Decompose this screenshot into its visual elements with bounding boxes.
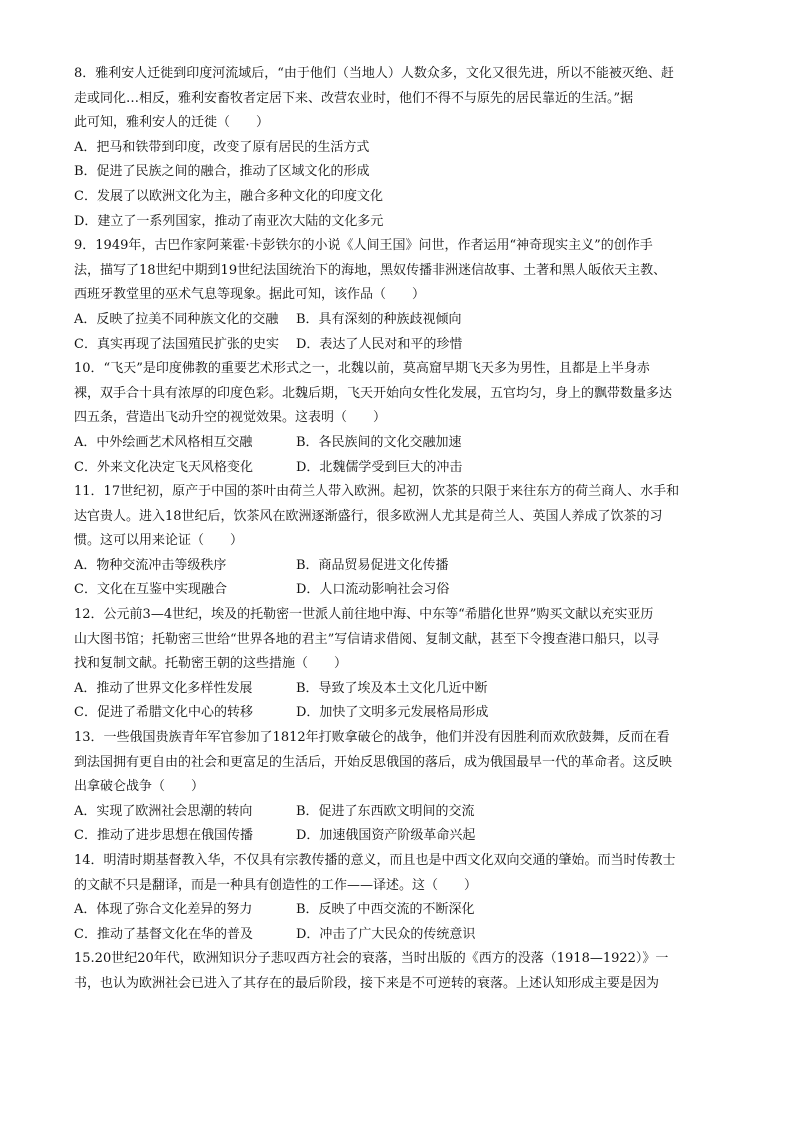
option-row	[74, 456, 722, 481]
option-row	[74, 210, 722, 235]
answer-option[interactable]: D．北魏儒学受到巨大的冲击	[296, 459, 463, 475]
question-stem-line: 书，也认为欧洲社会已进入了其存在的最后阶段，接下来是不可逆转的衰落。上述认知形成主要是因为	[74, 975, 660, 991]
answer-option[interactable]: D．表达了人民对和平的珍惜	[296, 336, 463, 352]
option-row	[74, 185, 722, 210]
answer-option[interactable]: A．把马和铁带到印度，改变了原有居民的生活方式	[74, 139, 370, 155]
option-row	[74, 898, 722, 923]
answer-option[interactable]: D．加速俄国资产阶级革命兴起	[296, 828, 476, 844]
question-stem-line: 西班牙教堂里的巫术气息等现象。据此可知，该作品（ ）	[74, 287, 426, 303]
option-row	[74, 308, 722, 333]
question-stem-line: 到法国拥有更自由的社会和更富足的生活后，开始反思俄国的落后，成为俄国最早一代的革命者。这反映	[74, 754, 673, 770]
question-block	[74, 62, 722, 234]
answer-option[interactable]: C．推动了进步思想在俄国传播	[74, 828, 253, 844]
question-stem-line: 14．明清时期基督教入华，不仅具有宗教传播的意义，而且也是中西文化双向交通的肇始。而当时传教士	[74, 853, 676, 868]
answer-option[interactable]: C．文化在互鉴中实现融合	[74, 582, 227, 598]
answer-option[interactable]: D．人口流动影响社会习俗	[296, 582, 450, 598]
option-row	[74, 431, 722, 456]
question-stem-line: 11．17世纪初，原产于中国的茶叶由荷兰人带入欧洲。起初，饮茶的只限于来往东方的荷兰商人、水手和	[74, 484, 680, 500]
answer-option[interactable]: D．建立了一系列国家，推动了南亚次大陆的文化多元	[74, 213, 384, 229]
question-stem-line: 此可知，雅利安人的迁徙（ ）	[74, 115, 270, 131]
answer-option[interactable]: C．发展了以欧洲文化为主，融合多种文化的印度文化	[74, 188, 383, 204]
option-row	[74, 136, 722, 161]
answer-option[interactable]: A．体现了弥合文化差异的努力	[74, 902, 253, 918]
question-block	[74, 726, 722, 849]
question-stem-line: 走或同化…相反，雅利安畜牧者定居下来、改营农业时，他们不得不与原先的居民靠近的生活。”据	[74, 90, 634, 106]
option-row	[74, 701, 722, 726]
option-row	[74, 333, 722, 358]
question-stem-line: 的文献不只是翻译，而是一种具有创造性的工作——译述。这（ ）	[74, 877, 478, 893]
question-stem-line: 9．1949年，古巴作家阿莱霍·卡彭铁尔的小说《人间王国》问世，作者运用“神奇现实主义”的创作手	[74, 238, 653, 254]
question-block	[74, 480, 722, 603]
answer-option[interactable]: C．促进了希腊文化中心的转移	[74, 705, 253, 721]
answer-option[interactable]: B．具有深刻的种族歧视倾向	[296, 311, 462, 327]
answer-option[interactable]: A．中外绘画艺术风格相互交融	[74, 434, 253, 450]
answer-option[interactable]: A．反映了拉美不同种族文化的交融	[74, 311, 279, 327]
question-block	[74, 849, 722, 947]
question-stem-line: 13．一些俄国贵族青年军官参加了1812年打败拿破仑的战争，他们并没有因胜利而欢欣鼓舞，反而在看	[74, 730, 670, 746]
answer-option[interactable]: B．促进了民族之间的融合，推动了区域文化的形成	[74, 164, 370, 180]
option-row	[74, 824, 722, 849]
answer-option[interactable]: C．推动了基督文化在华的普及	[74, 926, 253, 942]
question-block	[74, 234, 722, 357]
answer-option[interactable]: B．促进了东西欧文明间的交流	[296, 803, 475, 819]
answer-option[interactable]: A．实现了欧洲社会思潮的转向	[74, 803, 253, 819]
question-stem-line: 找和复制文献。托勒密王朝的这些措施（ ）	[74, 656, 348, 672]
question-block	[74, 947, 722, 996]
answer-option[interactable]: D．冲击了广大民众的传统意识	[296, 926, 476, 942]
option-row	[74, 554, 722, 579]
question-stem-line: 出拿破仑战争（ ）	[74, 779, 205, 795]
question-stem-line: 四五条，营造出飞动升空的视觉效果。这表明（ ）	[74, 410, 387, 426]
option-row	[74, 160, 722, 185]
answer-option[interactable]: D．加快了文明多元发展格局形成	[296, 705, 489, 721]
option-row	[74, 800, 722, 825]
answer-option[interactable]: B．导致了埃及本土文化几近中断	[296, 680, 488, 696]
option-row	[74, 923, 722, 948]
answer-option[interactable]: B．商品贸易促进文化传播	[296, 557, 449, 573]
answer-option[interactable]: B．反映了中西交流的不断深化	[296, 902, 475, 918]
answer-option[interactable]: A．推动了世界文化多样性发展	[74, 680, 253, 696]
option-row	[74, 578, 722, 603]
question-stem-line: 惯。这可以用来论证（ ）	[74, 533, 244, 549]
question-stem-line: 15.20世纪20年代，欧洲知识分子悲叹西方社会的衰落，当时出版的《西方的没落（1918—1922）》一	[74, 951, 669, 967]
question-stem-line: 山大图书馆；托勒密三世给“世界各地的君主”写信请求借阅、复制文献，甚至下令搜查港口船只，以寻	[74, 631, 660, 647]
question-stem-line: 达官贵人。进入18世纪后，饮茶风在欧洲逐渐盛行，很多欧洲人尤其是荷兰人、英国人养成了饮茶的习	[74, 508, 663, 524]
option-row	[74, 677, 722, 702]
answer-option[interactable]: C．真实再现了法国殖民扩张的史实	[74, 336, 279, 352]
answer-option[interactable]: A．物种交流冲击等级秩序	[74, 557, 227, 573]
question-stem-line: 裸，双手合十具有浓厚的印度色彩。北魏后期，飞天开始向女性化发展，五官均匀，身上的飘带数量多达	[74, 385, 673, 401]
question-stem-line: 12．公元前3—4世纪，埃及的托勒密一世派人前往地中海、中东等“希腊化世界”购买文献以充实亚历	[74, 607, 654, 623]
question-block	[74, 603, 722, 726]
exam-page	[74, 62, 722, 997]
question-block	[74, 357, 722, 480]
question-stem-line: 法，描写了18世纪中期到19世纪法国统治下的海地，黑奴传播非洲迷信故事、土著和黑人皈依天主教、	[74, 262, 667, 278]
question-stem-line: 10．“飞天”是印度佛教的重要艺术形式之一，北魏以前，莫高窟早期飞天多为男性，且都是上半身赤	[74, 361, 650, 377]
question-stem-line: 8．雅利安人迁徙到印度河流域后，“由于他们（当地人）人数众多，文化又很先进，所以不能被灭绝、赶	[74, 66, 674, 81]
answer-option[interactable]: C．外来文化决定飞天风格变化	[74, 459, 253, 475]
answer-option[interactable]: B．各民族间的文化交融加速	[296, 434, 462, 450]
